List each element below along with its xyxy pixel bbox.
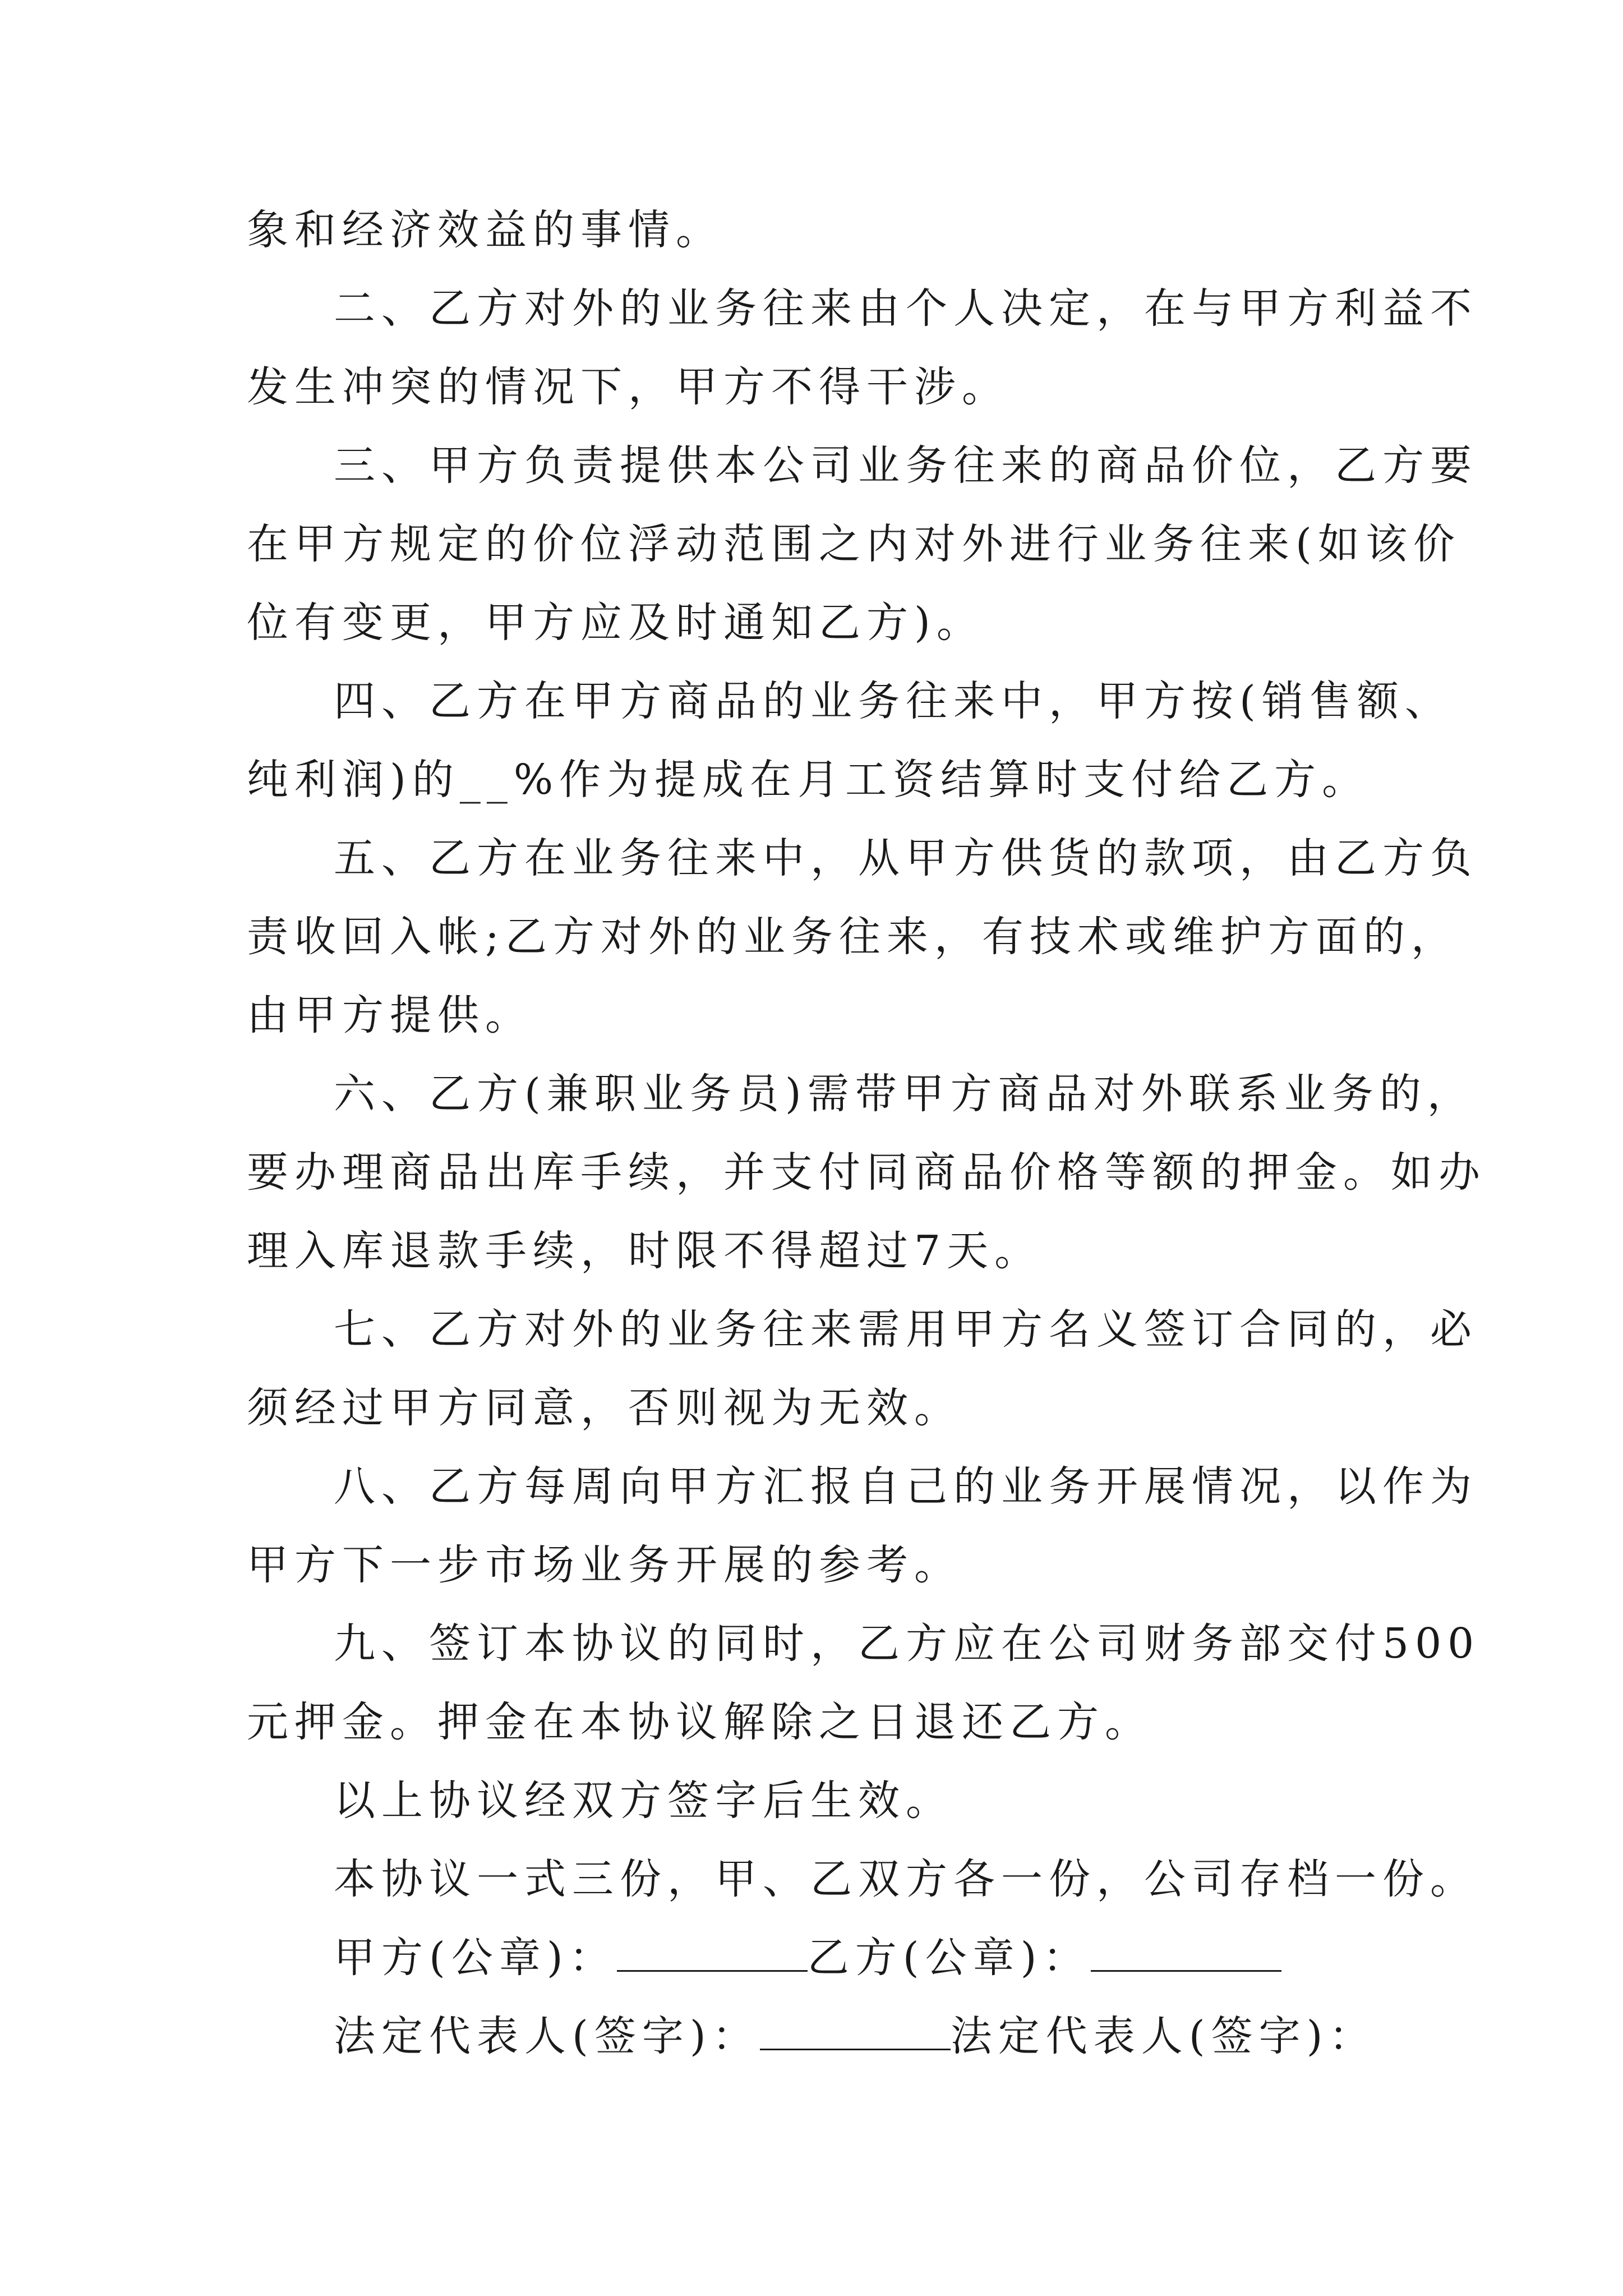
party-b-seal-blank (1091, 1931, 1281, 1972)
party-a-representative-blank (760, 2009, 951, 2050)
signature-line-representative (334, 2008, 1377, 2064)
paragraph-line: 甲方下一步市场业务开展的参考。 (247, 1541, 962, 1589)
party-b-seal-label: 乙方(公章)： (807, 1934, 1091, 1982)
paragraph-line: 五、乙方在业务往来中，从甲方供货的款项，由乙方负 (334, 834, 1478, 882)
paragraph-line: 位有变更，甲方应及时通知乙方)。 (247, 599, 984, 647)
paragraph-line: 要办理商品出库手续，并支付同商品价格等额的押金。如办 (247, 1148, 1486, 1197)
paragraph-line: 四、乙方在甲方商品的业务往来中，甲方按(销售额、 (334, 677, 1453, 725)
party-a-seal-blank (617, 1931, 808, 1972)
paragraph-line: 纯利润)的__%作为提成在月工资结算时支付给乙方。 (247, 756, 1370, 804)
paragraph-line: 六、乙方(兼职业务员)需带甲方商品对外联系业务的， (334, 1070, 1475, 1118)
paragraph-line: 八、乙方每周向甲方汇报自己的业务开展情况，以作为 (334, 1462, 1478, 1511)
paragraph-line: 七、乙方对外的业务往来需用甲方名义签订合同的，必 (334, 1305, 1478, 1354)
paragraph-line: 须经过甲方同意，否则视为无效。 (247, 1384, 962, 1432)
paragraph-line: 发生冲突的情况下，甲方不得干涉。 (247, 363, 1009, 411)
party-a-seal-label: 甲方(公章)： (334, 1934, 617, 1982)
paragraph-line: 象和经济效益的事情。 (247, 206, 723, 254)
paragraph-line: 在甲方规定的价位浮动范围之内对外进行业务往来(如该价 (247, 520, 1461, 568)
party-a-representative-label: 法定代表人(签字)： (334, 2012, 760, 2060)
signature-line-seal (334, 1930, 1281, 1986)
paragraph-line: 本协议一式三份，甲、乙双方各一份，公司存档一份。 (334, 1855, 1478, 1903)
paragraph-line: 元押金。押金在本协议解除之日退还乙方。 (247, 1698, 1152, 1746)
paragraph-line: 三、甲方负责提供本公司业务往来的商品价位，乙方要 (334, 441, 1478, 490)
paragraph-line: 以上协议经双方签字后生效。 (334, 1777, 953, 1825)
paragraph-line: 由甲方提供。 (247, 991, 533, 1039)
paragraph-line: 九、签订本协议的同时，乙方应在公司财务部交付500 (334, 1619, 1481, 1668)
paragraph-line: 责收回入帐;乙方对外的业务往来，有技术或维护方面的， (247, 913, 1459, 961)
paragraph-line: 理入库退款手续，时限不得超过7天。 (247, 1227, 1043, 1275)
paragraph-line: 二、乙方对外的业务往来由个人决定，在与甲方利益不 (334, 284, 1478, 333)
party-b-representative-label: 法定代表人(签字)： (950, 2012, 1377, 2060)
